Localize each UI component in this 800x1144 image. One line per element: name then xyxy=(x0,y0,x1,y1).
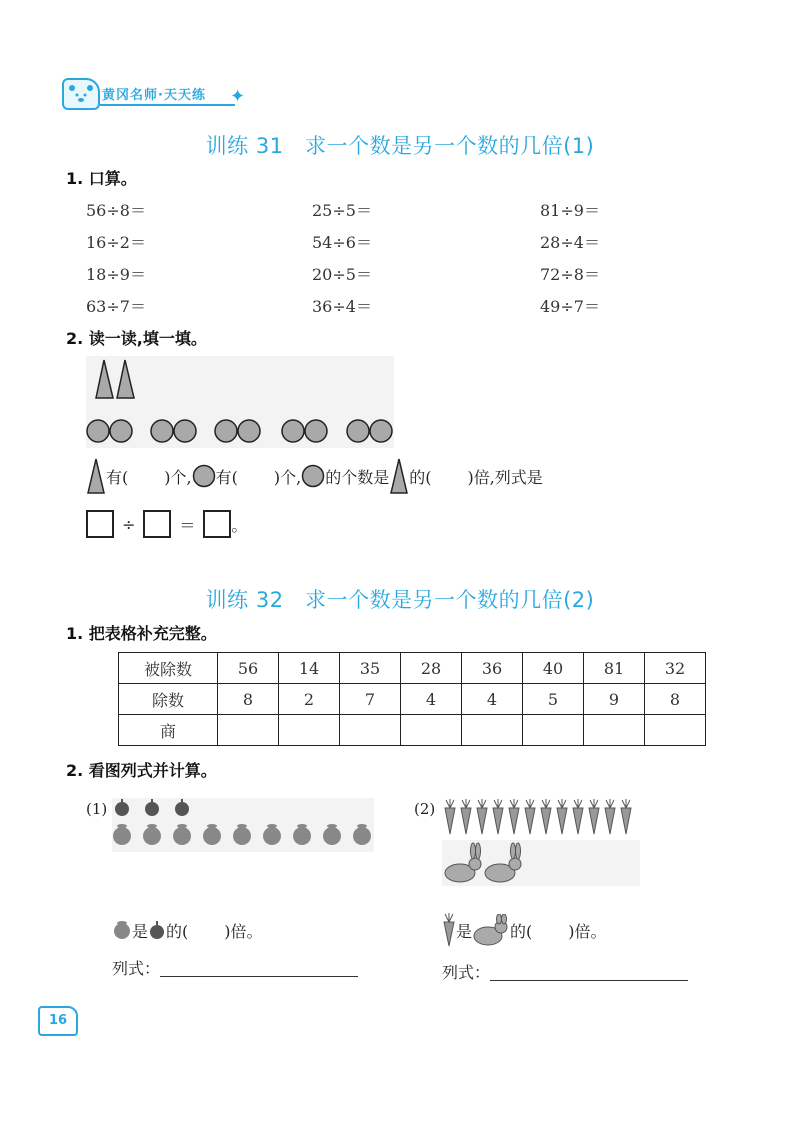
text-of: 的( xyxy=(166,921,189,941)
apple-icon xyxy=(148,920,166,940)
calc-item: 28÷4＝ xyxy=(540,233,600,252)
carrot-icon xyxy=(525,799,535,834)
circle-icon xyxy=(370,420,392,442)
orange-icon xyxy=(143,824,161,845)
orange-icon xyxy=(173,824,191,845)
formula-answer-line[interactable] xyxy=(490,962,688,981)
carrot-icon xyxy=(621,799,631,834)
answer-box-dividend[interactable] xyxy=(86,510,114,538)
calc-item: 56÷8＝ xyxy=(86,201,146,220)
section-32-title: 训练 32 求一个数是另一个数的几倍(2) xyxy=(205,588,595,612)
circle-icon xyxy=(282,420,304,442)
problem-1-label: (1) xyxy=(86,800,108,818)
calc-item: 18÷9＝ xyxy=(86,265,146,284)
apple-icon xyxy=(175,799,189,816)
carrot-icon xyxy=(589,799,599,834)
triangle-icon xyxy=(389,457,409,495)
problem-1-sentence xyxy=(112,916,263,944)
calc-item: 49÷7＝ xyxy=(540,297,600,316)
circle-icon xyxy=(174,420,196,442)
triangle-icon xyxy=(96,360,113,398)
circle-icon xyxy=(347,420,369,442)
circle-icon xyxy=(151,420,173,442)
s32-q1-heading: 1. 把表格补充完整。 xyxy=(66,624,217,643)
divide-sign: ÷ xyxy=(122,514,136,534)
carrot-icon xyxy=(461,799,471,834)
table-cell: 28 xyxy=(401,653,462,684)
answer-cell[interactable] xyxy=(584,715,645,746)
equals-sign: ＝ xyxy=(179,515,196,535)
text-times: )倍。 xyxy=(568,921,607,941)
table-row xyxy=(119,653,706,684)
answer-cell[interactable] xyxy=(401,715,462,746)
text-have: 有( xyxy=(106,467,129,487)
carrot-icon xyxy=(442,913,456,947)
calc-item: 20÷5＝ xyxy=(312,265,372,284)
bear-logo-icon xyxy=(62,78,100,110)
table-cell: 35 xyxy=(340,653,401,684)
table-cell: 5 xyxy=(523,684,584,715)
answer-cell[interactable] xyxy=(218,715,279,746)
s32-q2-heading: 2. 看图列式并计算。 xyxy=(66,761,217,780)
formula-label: 列式： xyxy=(442,962,491,982)
answer-box-divisor[interactable] xyxy=(143,510,171,538)
text-of: 的( xyxy=(409,467,432,487)
orange-icon xyxy=(233,824,251,845)
rabbit-icon xyxy=(445,843,481,882)
calc-item: 63÷7＝ xyxy=(86,297,146,316)
answer-cell[interactable] xyxy=(523,715,584,746)
row-header: 被除数 xyxy=(119,653,218,684)
orange-icon xyxy=(203,824,221,845)
carrot-icon xyxy=(605,799,615,834)
carrot-icon xyxy=(477,799,487,834)
brand-header xyxy=(62,78,247,110)
answer-cell[interactable] xyxy=(462,715,523,746)
triangle-icon xyxy=(86,457,106,495)
problem-2-sentence xyxy=(442,912,607,948)
s31-q2-sentence xyxy=(86,456,543,496)
table-cell: 8 xyxy=(218,684,279,715)
circle-icon xyxy=(305,420,327,442)
calc-item: 81÷9＝ xyxy=(540,201,600,220)
carrot-icon xyxy=(541,799,551,834)
triangle-icon xyxy=(117,360,134,398)
answer-cell[interactable] xyxy=(340,715,401,746)
circle-icon xyxy=(215,420,237,442)
brand-underline xyxy=(100,104,235,106)
problem-1-formula xyxy=(112,954,358,980)
orange-icon xyxy=(112,920,132,940)
circle-icon xyxy=(87,420,109,442)
table-row xyxy=(119,715,706,746)
apples-oranges-picture xyxy=(112,798,374,852)
table-cell: 32 xyxy=(645,653,706,684)
calc-item: 54÷6＝ xyxy=(312,233,372,252)
text-ge: )个, xyxy=(164,467,192,487)
formula-label: 列式： xyxy=(112,958,161,978)
answer-box-quotient[interactable] xyxy=(203,510,231,538)
calc-item: 25÷5＝ xyxy=(312,201,372,220)
rabbits-picture xyxy=(442,840,640,886)
calc-item: 36÷4＝ xyxy=(312,297,372,316)
rabbit-icon xyxy=(472,914,510,946)
table-cell: 4 xyxy=(462,684,523,715)
rabbit-icon xyxy=(485,843,521,882)
text-count: 的个数是 xyxy=(325,467,390,487)
page-number: 16 xyxy=(38,1006,78,1036)
calc-item: 72÷8＝ xyxy=(540,265,600,284)
text-of: 的( xyxy=(510,921,533,941)
formula-answer-line[interactable] xyxy=(160,958,358,977)
table-cell: 36 xyxy=(462,653,523,684)
row-header: 除数 xyxy=(119,684,218,715)
carrot-icon xyxy=(493,799,503,834)
table-cell: 56 xyxy=(218,653,279,684)
carrot-icon xyxy=(573,799,583,834)
circle-icon xyxy=(192,464,216,488)
division-table xyxy=(118,652,706,746)
text-times: )倍。 xyxy=(224,921,263,941)
table-cell: 7 xyxy=(340,684,401,715)
text-is: 是 xyxy=(132,921,149,941)
orange-icon xyxy=(113,824,131,845)
orange-icon xyxy=(353,824,371,845)
table-cell: 4 xyxy=(401,684,462,715)
text-times: )倍,列式是 xyxy=(467,467,543,487)
answer-cell[interactable] xyxy=(279,715,340,746)
period: 。 xyxy=(231,515,248,535)
carrot-icon xyxy=(509,799,519,834)
table-cell: 9 xyxy=(584,684,645,715)
problem-2-label: (2) xyxy=(414,800,436,818)
calc-item: 16÷2＝ xyxy=(86,233,146,252)
sparkle-icon: ✦ xyxy=(230,86,246,107)
orange-icon xyxy=(293,824,311,845)
text-have: 有( xyxy=(215,467,238,487)
circle-icon xyxy=(301,464,325,488)
orange-icon xyxy=(263,824,281,845)
table-row xyxy=(119,684,706,715)
table-cell: 40 xyxy=(523,653,584,684)
problem-2-formula xyxy=(442,958,688,984)
brand-name: 黄冈名师·天天练 xyxy=(102,88,206,103)
circle-icon xyxy=(110,420,132,442)
carrot-icon xyxy=(445,799,455,834)
carrots-picture xyxy=(442,798,642,838)
text-is: 是 xyxy=(456,921,473,941)
apple-icon xyxy=(145,799,159,816)
table-cell: 8 xyxy=(645,684,706,715)
answer-cell[interactable] xyxy=(645,715,706,746)
circle-icon xyxy=(238,420,260,442)
s31-q1-heading: 1. 口算。 xyxy=(66,169,137,188)
table-cell: 2 xyxy=(279,684,340,715)
text-ge: )个, xyxy=(273,467,302,487)
s31-q2-heading: 2. 读一读,填一填。 xyxy=(66,329,207,348)
table-cell: 81 xyxy=(584,653,645,684)
carrot-icon xyxy=(557,799,567,834)
section-31-title: 训练 31 求一个数是另一个数的几倍(1) xyxy=(205,134,595,158)
apple-icon xyxy=(115,799,129,816)
table-cell: 14 xyxy=(279,653,340,684)
s31-q2-equation xyxy=(86,509,247,539)
shapes-picture xyxy=(86,356,394,448)
row-header: 商 xyxy=(119,715,218,746)
orange-icon xyxy=(323,824,341,845)
